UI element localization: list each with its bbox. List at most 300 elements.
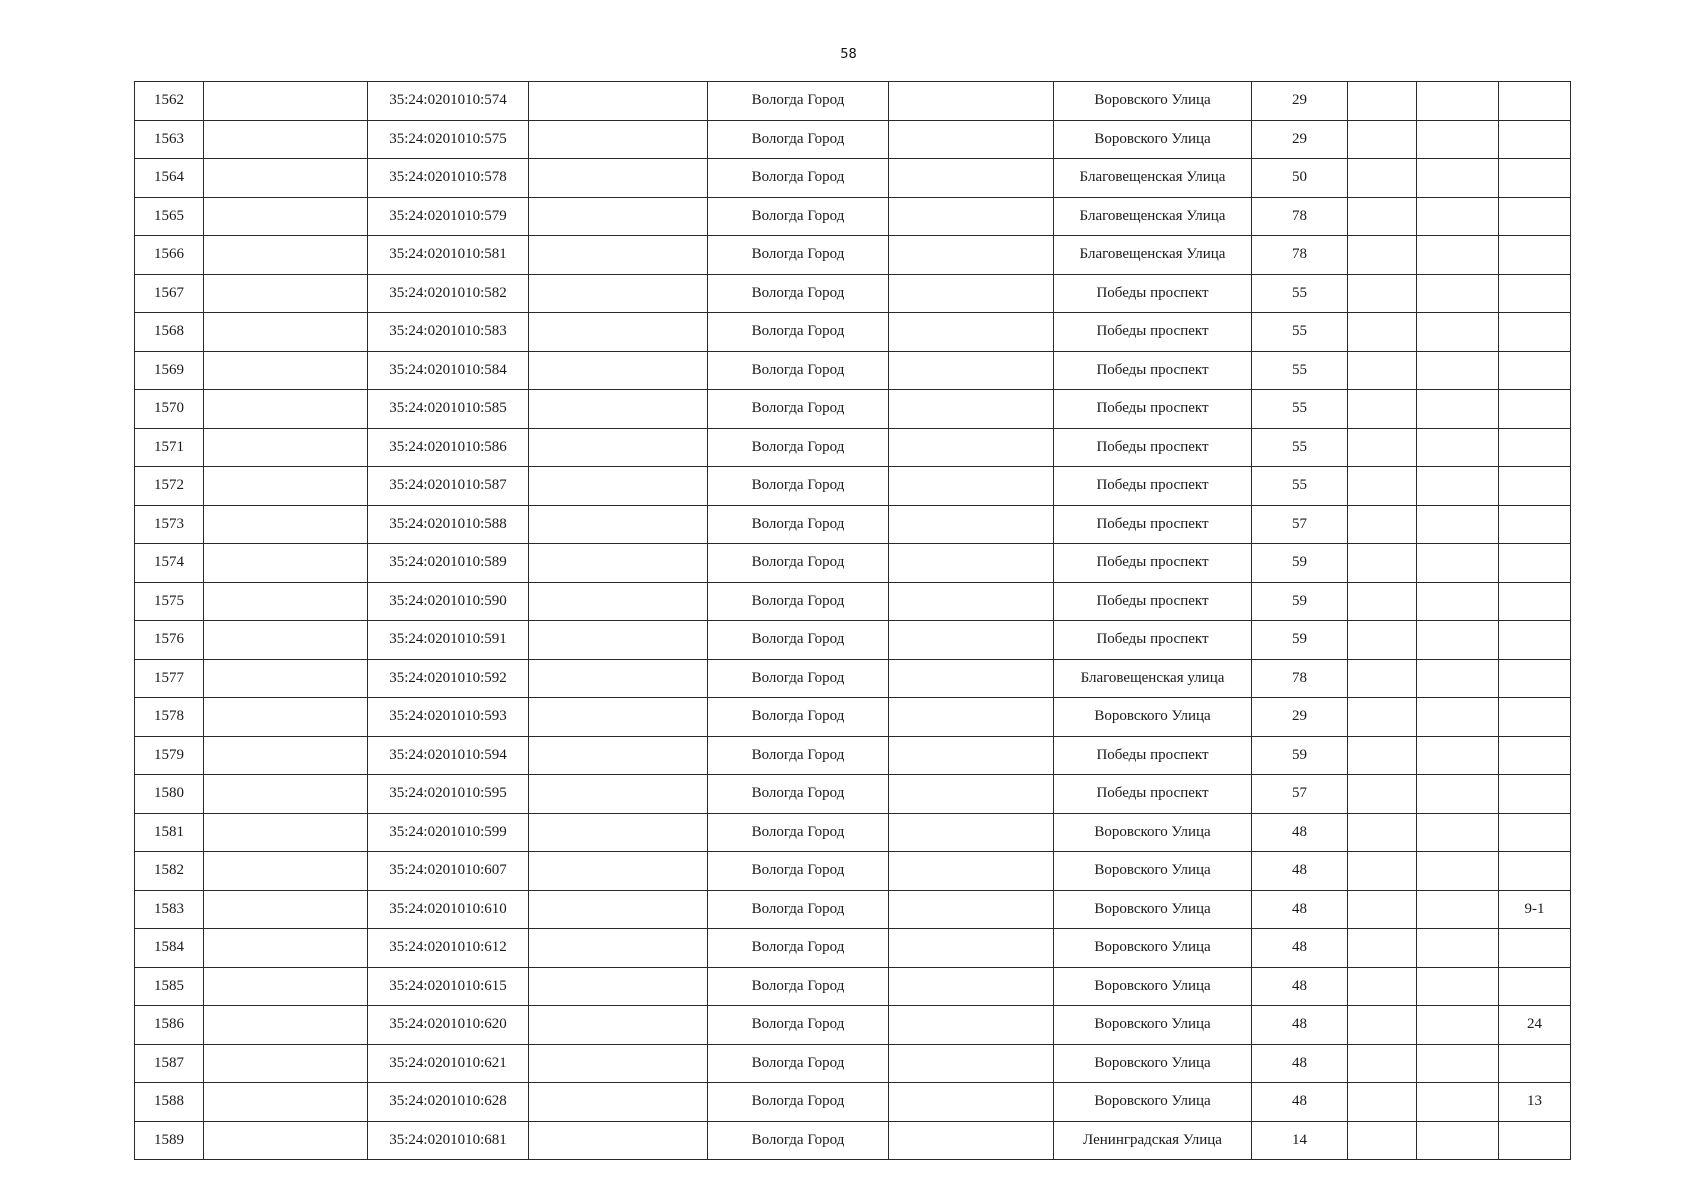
street-cell: Воровского Улица <box>1054 698 1252 737</box>
apartment-cell <box>1499 852 1571 891</box>
street-cell: Победы проспект <box>1054 544 1252 583</box>
row-number-cell: 1569 <box>135 351 204 390</box>
house-number-cell: 48 <box>1252 852 1348 891</box>
cadastral-number-cell: 35:24:0201010:628 <box>368 1083 529 1122</box>
table-row <box>135 1044 1571 1083</box>
empty-cell <box>1348 929 1417 968</box>
empty-cell <box>889 852 1054 891</box>
street-cell: Победы проспект <box>1054 775 1252 814</box>
street-cell: Воровского Улица <box>1054 82 1252 121</box>
table-row <box>135 1121 1571 1160</box>
apartment-cell <box>1499 390 1571 429</box>
empty-cell <box>1348 736 1417 775</box>
street-cell: Ленинградская Улица <box>1054 1121 1252 1160</box>
table-row <box>135 274 1571 313</box>
empty-cell <box>204 890 368 929</box>
apartment-cell <box>1499 505 1571 544</box>
city-cell: Вологда Город <box>708 621 889 660</box>
street-cell: Благовещенская Улица <box>1054 197 1252 236</box>
empty-cell <box>1348 120 1417 159</box>
cadastral-number-cell: 35:24:0201010:575 <box>368 120 529 159</box>
empty-cell <box>1417 197 1499 236</box>
empty-cell <box>204 351 368 390</box>
empty-cell <box>1348 1083 1417 1122</box>
apartment-cell <box>1499 582 1571 621</box>
row-number-cell: 1580 <box>135 775 204 814</box>
apartment-cell: 9-1 <box>1499 890 1571 929</box>
cadastral-number-cell: 35:24:0201010:615 <box>368 967 529 1006</box>
cadastral-number-cell: 35:24:0201010:583 <box>368 313 529 352</box>
apartment-cell: 13 <box>1499 1083 1571 1122</box>
empty-cell <box>1348 621 1417 660</box>
apartment-cell <box>1499 544 1571 583</box>
house-number-cell: 78 <box>1252 659 1348 698</box>
row-number-cell: 1577 <box>135 659 204 698</box>
cadastral-number-cell: 35:24:0201010:681 <box>368 1121 529 1160</box>
empty-cell <box>529 1044 708 1083</box>
empty-cell <box>529 621 708 660</box>
cadastral-number-cell: 35:24:0201010:588 <box>368 505 529 544</box>
empty-cell <box>529 1006 708 1045</box>
city-cell: Вологда Город <box>708 1121 889 1160</box>
empty-cell <box>889 467 1054 506</box>
empty-cell <box>529 736 708 775</box>
empty-cell <box>529 197 708 236</box>
empty-cell <box>1417 813 1499 852</box>
row-number-cell: 1585 <box>135 967 204 1006</box>
empty-cell <box>529 1083 708 1122</box>
cadastral-number-cell: 35:24:0201010:620 <box>368 1006 529 1045</box>
empty-cell <box>889 197 1054 236</box>
cadastral-number-cell: 35:24:0201010:587 <box>368 467 529 506</box>
apartment-cell <box>1499 236 1571 275</box>
city-cell: Вологда Город <box>708 698 889 737</box>
empty-cell <box>529 582 708 621</box>
table-row <box>135 582 1571 621</box>
table-row <box>135 467 1571 506</box>
street-cell: Победы проспект <box>1054 428 1252 467</box>
empty-cell <box>204 467 368 506</box>
city-cell: Вологда Город <box>708 274 889 313</box>
row-number-cell: 1582 <box>135 852 204 891</box>
table-row <box>135 813 1571 852</box>
city-cell: Вологда Город <box>708 813 889 852</box>
city-cell: Вологда Город <box>708 120 889 159</box>
table-row <box>135 351 1571 390</box>
street-cell: Воровского Улица <box>1054 1006 1252 1045</box>
table-row <box>135 736 1571 775</box>
house-number-cell: 57 <box>1252 505 1348 544</box>
empty-cell <box>1417 390 1499 429</box>
empty-cell <box>204 120 368 159</box>
empty-cell <box>529 967 708 1006</box>
empty-cell <box>889 582 1054 621</box>
house-number-cell: 48 <box>1252 929 1348 968</box>
row-number-cell: 1562 <box>135 82 204 121</box>
empty-cell <box>889 159 1054 198</box>
empty-cell <box>1417 236 1499 275</box>
empty-cell <box>204 313 368 352</box>
empty-cell <box>889 698 1054 737</box>
table-row <box>135 505 1571 544</box>
row-number-cell: 1578 <box>135 698 204 737</box>
empty-cell <box>529 929 708 968</box>
table-row <box>135 967 1571 1006</box>
row-number-cell: 1586 <box>135 1006 204 1045</box>
empty-cell <box>889 428 1054 467</box>
apartment-cell <box>1499 82 1571 121</box>
table-row <box>135 852 1571 891</box>
street-cell: Воровского Улица <box>1054 1083 1252 1122</box>
empty-cell <box>1417 621 1499 660</box>
street-cell: Победы проспект <box>1054 313 1252 352</box>
empty-cell <box>529 82 708 121</box>
street-cell: Благовещенская Улица <box>1054 236 1252 275</box>
apartment-cell <box>1499 313 1571 352</box>
empty-cell <box>204 505 368 544</box>
empty-cell <box>204 544 368 583</box>
empty-cell <box>204 698 368 737</box>
apartment-cell <box>1499 736 1571 775</box>
empty-cell <box>1348 967 1417 1006</box>
empty-cell <box>529 544 708 583</box>
house-number-cell: 29 <box>1252 82 1348 121</box>
empty-cell <box>204 1083 368 1122</box>
city-cell: Вологда Город <box>708 852 889 891</box>
row-number-cell: 1587 <box>135 1044 204 1083</box>
house-number-cell: 48 <box>1252 1044 1348 1083</box>
empty-cell <box>204 852 368 891</box>
apartment-cell: 24 <box>1499 1006 1571 1045</box>
row-number-cell: 1581 <box>135 813 204 852</box>
house-number-cell: 55 <box>1252 274 1348 313</box>
apartment-cell <box>1499 467 1571 506</box>
row-number-cell: 1567 <box>135 274 204 313</box>
row-number-cell: 1583 <box>135 890 204 929</box>
city-cell: Вологда Город <box>708 351 889 390</box>
empty-cell <box>529 313 708 352</box>
apartment-cell <box>1499 659 1571 698</box>
empty-cell <box>1348 467 1417 506</box>
empty-cell <box>204 159 368 198</box>
city-cell: Вологда Город <box>708 1083 889 1122</box>
empty-cell <box>889 621 1054 660</box>
street-cell: Воровского Улица <box>1054 1044 1252 1083</box>
empty-cell <box>889 1044 1054 1083</box>
empty-cell <box>204 929 368 968</box>
cadastral-number-cell: 35:24:0201010:574 <box>368 82 529 121</box>
empty-cell <box>204 813 368 852</box>
house-number-cell: 48 <box>1252 1083 1348 1122</box>
city-cell: Вологда Город <box>708 582 889 621</box>
city-cell: Вологда Город <box>708 659 889 698</box>
empty-cell <box>204 236 368 275</box>
empty-cell <box>1348 544 1417 583</box>
cadastral-number-cell: 35:24:0201010:591 <box>368 621 529 660</box>
apartment-cell <box>1499 159 1571 198</box>
row-number-cell: 1566 <box>135 236 204 275</box>
empty-cell <box>1348 505 1417 544</box>
apartment-cell <box>1499 274 1571 313</box>
table-row <box>135 159 1571 198</box>
empty-cell <box>889 659 1054 698</box>
empty-cell <box>889 82 1054 121</box>
empty-cell <box>204 1121 368 1160</box>
empty-cell <box>1417 1121 1499 1160</box>
empty-cell <box>529 890 708 929</box>
empty-cell <box>1417 313 1499 352</box>
apartment-cell <box>1499 775 1571 814</box>
empty-cell <box>1348 659 1417 698</box>
cadastral-number-cell: 35:24:0201010:582 <box>368 274 529 313</box>
street-cell: Воровского Улица <box>1054 852 1252 891</box>
row-number-cell: 1573 <box>135 505 204 544</box>
row-number-cell: 1584 <box>135 929 204 968</box>
empty-cell <box>1348 813 1417 852</box>
city-cell: Вологда Город <box>708 159 889 198</box>
empty-cell <box>889 351 1054 390</box>
empty-cell <box>889 390 1054 429</box>
street-cell: Воровского Улица <box>1054 120 1252 159</box>
empty-cell <box>1417 582 1499 621</box>
empty-cell <box>1417 159 1499 198</box>
empty-cell <box>529 428 708 467</box>
apartment-cell <box>1499 120 1571 159</box>
empty-cell <box>889 813 1054 852</box>
cadastral-number-cell: 35:24:0201010:579 <box>368 197 529 236</box>
street-cell: Победы проспект <box>1054 582 1252 621</box>
apartment-cell <box>1499 813 1571 852</box>
street-cell: Победы проспект <box>1054 505 1252 544</box>
empty-cell <box>529 274 708 313</box>
city-cell: Вологда Город <box>708 390 889 429</box>
street-cell: Благовещенская Улица <box>1054 159 1252 198</box>
city-cell: Вологда Город <box>708 544 889 583</box>
empty-cell <box>1348 313 1417 352</box>
table-row <box>135 428 1571 467</box>
street-cell: Воровского Улица <box>1054 890 1252 929</box>
empty-cell <box>889 236 1054 275</box>
house-number-cell: 78 <box>1252 236 1348 275</box>
empty-cell <box>204 390 368 429</box>
table-row <box>135 197 1571 236</box>
apartment-cell <box>1499 351 1571 390</box>
empty-cell <box>889 313 1054 352</box>
cadastral-number-cell: 35:24:0201010:589 <box>368 544 529 583</box>
city-cell: Вологда Город <box>708 967 889 1006</box>
cadastral-number-cell: 35:24:0201010:595 <box>368 775 529 814</box>
empty-cell <box>1417 659 1499 698</box>
empty-cell <box>204 197 368 236</box>
cadastral-number-cell: 35:24:0201010:584 <box>368 351 529 390</box>
house-number-cell: 48 <box>1252 890 1348 929</box>
empty-cell <box>1417 1006 1499 1045</box>
empty-cell <box>1348 428 1417 467</box>
house-number-cell: 48 <box>1252 967 1348 1006</box>
empty-cell <box>204 428 368 467</box>
empty-cell <box>889 1083 1054 1122</box>
empty-cell <box>204 736 368 775</box>
apartment-cell <box>1499 197 1571 236</box>
empty-cell <box>1417 1083 1499 1122</box>
empty-cell <box>529 775 708 814</box>
empty-cell <box>204 659 368 698</box>
cadastral-number-cell: 35:24:0201010:599 <box>368 813 529 852</box>
empty-cell <box>1417 736 1499 775</box>
row-number-cell: 1568 <box>135 313 204 352</box>
apartment-cell <box>1499 428 1571 467</box>
table-body <box>135 82 1571 1160</box>
house-number-cell: 29 <box>1252 698 1348 737</box>
empty-cell <box>889 120 1054 159</box>
cadastral-number-cell: 35:24:0201010:607 <box>368 852 529 891</box>
row-number-cell: 1571 <box>135 428 204 467</box>
street-cell: Победы проспект <box>1054 621 1252 660</box>
empty-cell <box>529 390 708 429</box>
empty-cell <box>1348 582 1417 621</box>
empty-cell <box>1417 852 1499 891</box>
cadastral-number-cell: 35:24:0201010:594 <box>368 736 529 775</box>
row-number-cell: 1574 <box>135 544 204 583</box>
house-number-cell: 55 <box>1252 351 1348 390</box>
apartment-cell <box>1499 698 1571 737</box>
city-cell: Вологда Город <box>708 1006 889 1045</box>
table-row <box>135 544 1571 583</box>
row-number-cell: 1589 <box>135 1121 204 1160</box>
house-number-cell: 55 <box>1252 390 1348 429</box>
table-row <box>135 236 1571 275</box>
empty-cell <box>529 813 708 852</box>
apartment-cell <box>1499 1121 1571 1160</box>
empty-cell <box>1348 1006 1417 1045</box>
empty-cell <box>529 505 708 544</box>
table-row <box>135 698 1571 737</box>
empty-cell <box>1348 390 1417 429</box>
house-number-cell: 50 <box>1252 159 1348 198</box>
empty-cell <box>204 621 368 660</box>
empty-cell <box>529 467 708 506</box>
empty-cell <box>1348 82 1417 121</box>
empty-cell <box>889 544 1054 583</box>
cadastral-number-cell: 35:24:0201010:612 <box>368 929 529 968</box>
table-row <box>135 929 1571 968</box>
house-number-cell: 55 <box>1252 313 1348 352</box>
table-row <box>135 82 1571 121</box>
empty-cell <box>889 505 1054 544</box>
street-cell: Победы проспект <box>1054 467 1252 506</box>
empty-cell <box>204 1044 368 1083</box>
empty-cell <box>1417 929 1499 968</box>
empty-cell <box>204 967 368 1006</box>
city-cell: Вологда Город <box>708 775 889 814</box>
empty-cell <box>1348 775 1417 814</box>
cadastral-number-cell: 35:24:0201010:581 <box>368 236 529 275</box>
city-cell: Вологда Город <box>708 736 889 775</box>
cadastral-number-cell: 35:24:0201010:578 <box>368 159 529 198</box>
empty-cell <box>1348 351 1417 390</box>
row-number-cell: 1588 <box>135 1083 204 1122</box>
city-cell: Вологда Город <box>708 428 889 467</box>
city-cell: Вологда Город <box>708 236 889 275</box>
table-row <box>135 120 1571 159</box>
empty-cell <box>204 1006 368 1045</box>
cadastral-number-cell: 35:24:0201010:592 <box>368 659 529 698</box>
empty-cell <box>204 82 368 121</box>
empty-cell <box>889 890 1054 929</box>
empty-cell <box>889 775 1054 814</box>
apartment-cell <box>1499 1044 1571 1083</box>
city-cell: Вологда Город <box>708 82 889 121</box>
row-number-cell: 1565 <box>135 197 204 236</box>
empty-cell <box>1348 159 1417 198</box>
empty-cell <box>529 159 708 198</box>
city-cell: Вологда Город <box>708 890 889 929</box>
table-row <box>135 1083 1571 1122</box>
table-row <box>135 390 1571 429</box>
empty-cell <box>1417 544 1499 583</box>
apartment-cell <box>1499 967 1571 1006</box>
house-number-cell: 48 <box>1252 1006 1348 1045</box>
street-cell: Победы проспект <box>1054 390 1252 429</box>
registry-table <box>134 81 1571 1160</box>
empty-cell <box>1348 1121 1417 1160</box>
empty-cell <box>1348 1044 1417 1083</box>
empty-cell <box>529 659 708 698</box>
house-number-cell: 59 <box>1252 544 1348 583</box>
house-number-cell: 59 <box>1252 621 1348 660</box>
cadastral-number-cell: 35:24:0201010:586 <box>368 428 529 467</box>
empty-cell <box>1348 197 1417 236</box>
empty-cell <box>1417 890 1499 929</box>
empty-cell <box>1417 274 1499 313</box>
city-cell: Вологда Город <box>708 467 889 506</box>
row-number-cell: 1579 <box>135 736 204 775</box>
apartment-cell <box>1499 929 1571 968</box>
empty-cell <box>889 1006 1054 1045</box>
row-number-cell: 1570 <box>135 390 204 429</box>
street-cell: Воровского Улица <box>1054 813 1252 852</box>
empty-cell <box>1417 82 1499 121</box>
empty-cell <box>529 1121 708 1160</box>
empty-cell <box>1348 698 1417 737</box>
city-cell: Вологда Город <box>708 197 889 236</box>
street-cell: Победы проспект <box>1054 736 1252 775</box>
table-row <box>135 313 1571 352</box>
house-number-cell: 55 <box>1252 428 1348 467</box>
house-number-cell: 14 <box>1252 1121 1348 1160</box>
house-number-cell: 59 <box>1252 582 1348 621</box>
empty-cell <box>1417 351 1499 390</box>
empty-cell <box>1417 775 1499 814</box>
empty-cell <box>1348 852 1417 891</box>
empty-cell <box>529 351 708 390</box>
empty-cell <box>1348 890 1417 929</box>
empty-cell <box>529 852 708 891</box>
empty-cell <box>889 736 1054 775</box>
city-cell: Вологда Город <box>708 1044 889 1083</box>
empty-cell <box>889 929 1054 968</box>
house-number-cell: 48 <box>1252 813 1348 852</box>
street-cell: Воровского Улица <box>1054 967 1252 1006</box>
street-cell: Победы проспект <box>1054 274 1252 313</box>
empty-cell <box>1417 120 1499 159</box>
page-number: 58 <box>840 47 857 62</box>
table-row <box>135 1006 1571 1045</box>
empty-cell <box>204 274 368 313</box>
empty-cell <box>529 120 708 159</box>
table-row <box>135 659 1571 698</box>
empty-cell <box>1417 1044 1499 1083</box>
